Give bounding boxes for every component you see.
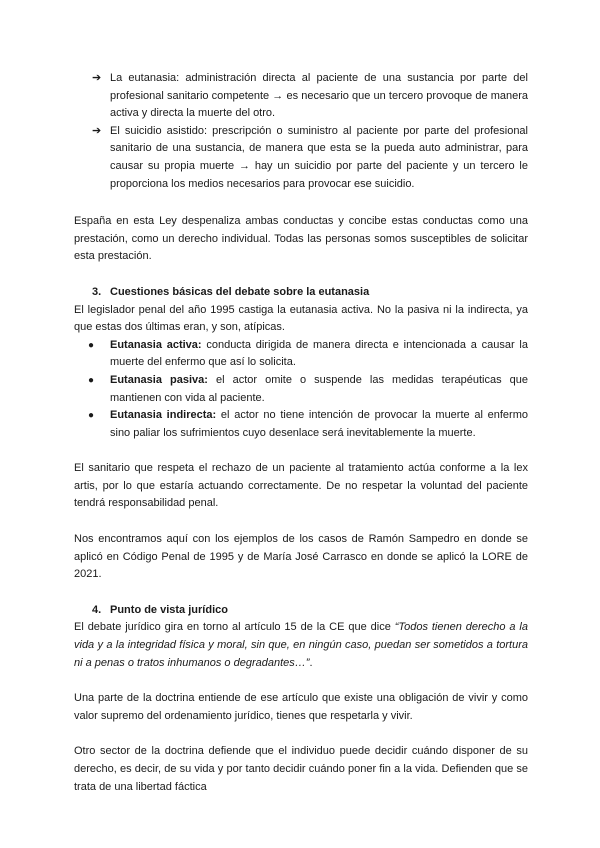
bullet-icon: ● [88,339,95,351]
term: Eutanasia activa: [110,338,202,351]
term-description: el actor omite o suspende las medidas terapéuticas que mantienen con vida al paciente. [110,373,528,404]
article-quote: “Todos tienen derecho a la vida y a la integridad física y moral, sin que, en ningún caso, puedan ser sometidos a tortura ni a penas o tratos inhumanos o degradantes…” [74,621,528,669]
paragraph-lex-artis: El sanitario que respeta el rechazo de un paciente al tratamiento actúa conforme a la lex artis, por lo que estaría actuando correctamente. De no respetar la voluntad del paciente tendrá responsabilidad penal. [74,462,528,510]
section-number: 3. [92,285,102,298]
definition-assisted-suicide: El suicidio asistido: prescripción o suministro al paciente por parte del profesional sanitario de una sustancia, de manera que esta se la pueda auto administrar, para causar su propia muerte → hay un suicidio por parte del paciente y un tercero le proporciona los medios necesarios para provocar ese suicidio. [110,124,528,190]
section-title: Punto de vista jurídico [110,603,228,616]
list-item [74,123,528,193]
paragraph-legislator: El legislador penal del año 1995 castiga la eutanasia activa. No la pasiva ni la indirecta, ya que estas dos últimas eran, y son, atípicas. [74,303,528,334]
section-heading-4 [74,602,528,620]
bullet-icon: ● [88,374,95,386]
list-item [74,407,528,442]
paragraph-doctrine-1: Una parte de la doctrina entiende de ese artículo que existe una obligación de vivir y como valor supremo del ordenamiento jurídico, tienes que respetarla y vivir. [74,692,528,722]
list-item [74,372,528,407]
term: Eutanasia pasiva: [110,373,208,386]
euthanasia-types-list [74,337,528,443]
arrow-icon: ➔ [92,124,102,137]
term-description: el actor no tiene intención de provocar la muerte al enfermo sino paliar los sufrimientos cuyo desenlace será inevitablemente la muerte. [110,409,528,439]
intro-text: El debate jurídico gira en torno al artículo 15 de la CE que dice [74,621,395,634]
definition-euthanasia: La eutanasia: administración directa al paciente de una sustancia por parte del profesional sanitario competente → es necesario que un tercero provoque de manera activa y directa la muerte del otro. [110,72,528,120]
section-title: Cuestiones básicas del debate sobre la eutanasia [110,285,370,298]
paragraph-legal-debate [74,619,528,672]
definitions-list [74,70,528,193]
paragraph-cases: Nos encontramos aquí con los ejemplos de los casos de Ramón Sampedro en donde se aplicó en Código Penal de 1995 y de María José Carrasco en donde se aplicó la LORE de 2021. [74,533,528,581]
intro-end: . [309,656,313,669]
paragraph-spain: España en esta Ley despenaliza ambas conductas y concibe estas conductas como una prestación, como un derecho individual. Todas las personas somos susceptibles de solicitar esta prestación. [74,215,528,263]
list-item [74,70,528,123]
paragraph-doctrine-2: Otro sector de la doctrina defiende que el individuo puede decidir cuándo disponer de su derecho, es decir, de su vida y por tanto decidir cuándo poner fin a la vida. Defienden que se trata de una libertad fáctica [74,745,528,793]
list-item [74,337,528,372]
arrow-icon: ➔ [92,72,102,84]
term-description: conducta dirigida de manera directa e intencionada a causar la muerte del enfermo que así lo solicita. [110,338,528,369]
bullet-icon: ● [88,410,95,422]
section-number: 4. [92,603,102,616]
spacer [74,442,528,460]
term: Eutanasia indirecta: [110,409,217,422]
section-heading-3 [74,284,528,302]
